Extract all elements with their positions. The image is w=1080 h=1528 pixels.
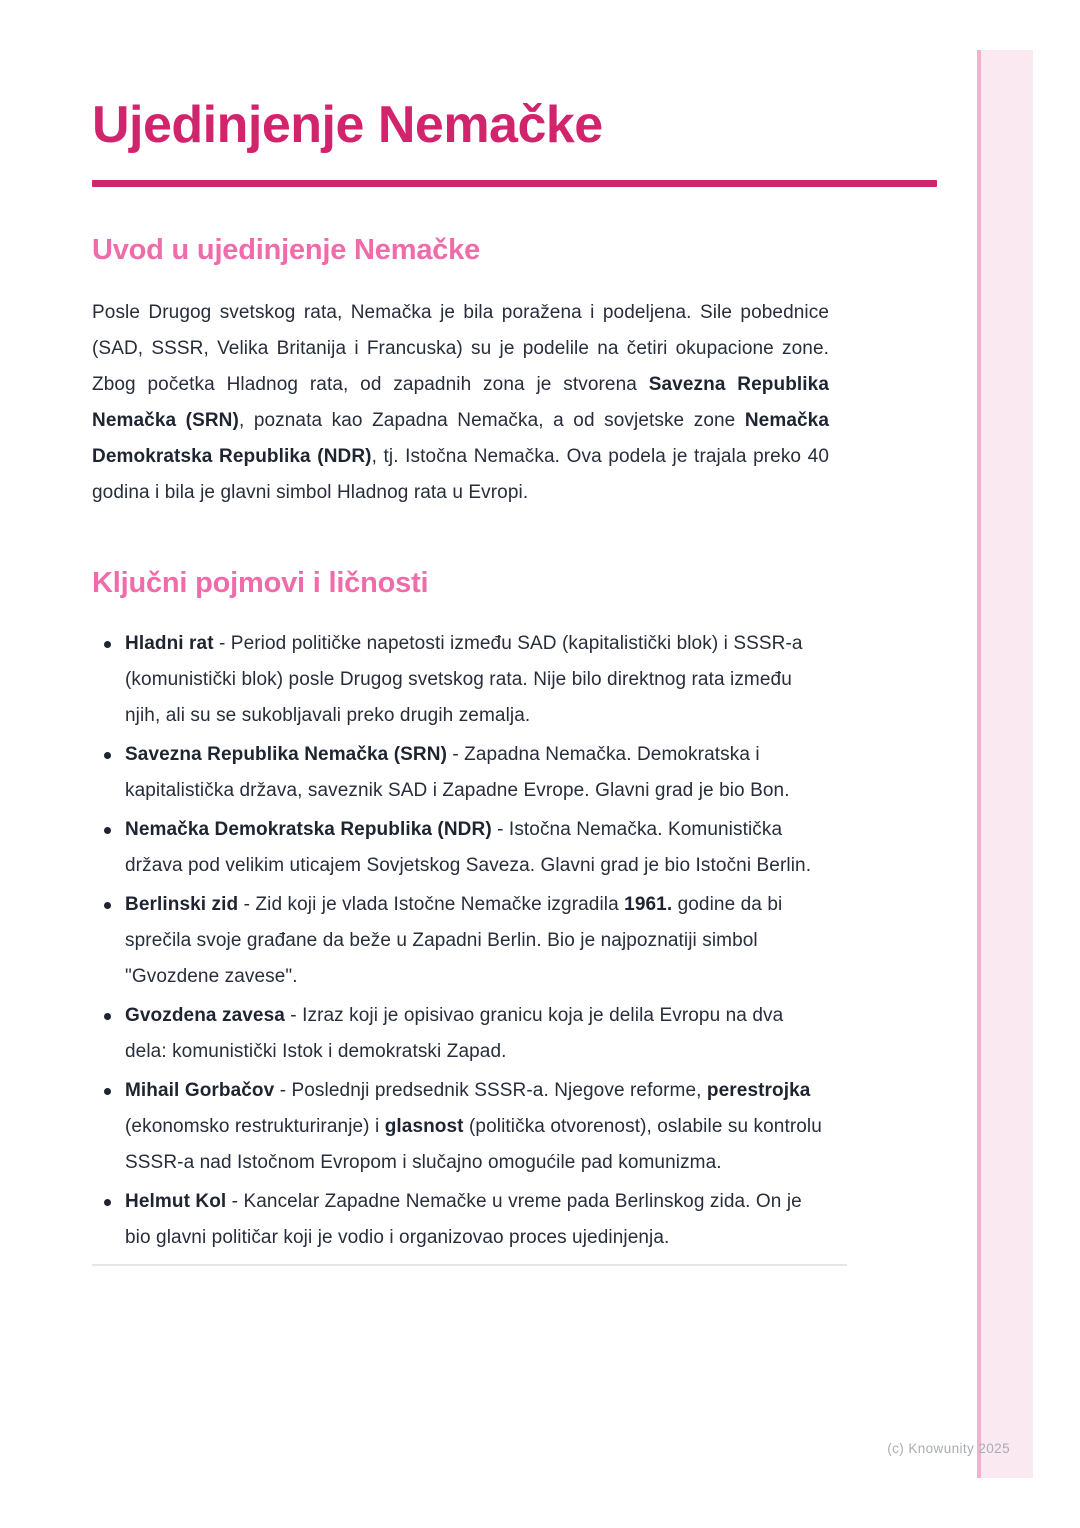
term-item: Nemačka Demokratska Republika (NDR) - Istočna Nemačka. Komunistička država pod velikim uticajem Sovjetskog Saveza. Glavni grad je bio Istočni Berlin. <box>92 812 829 884</box>
section-heading-key-terms: Ključni pojmovi i ličnosti <box>92 566 429 599</box>
title-divider <box>92 180 937 187</box>
document-content <box>92 0 829 1266</box>
bottom-divider <box>92 1264 847 1266</box>
term-item: Hladni rat - Period političke napetosti između SAD (kapitalistički blok) i SSSR-a (komunistički blok) posle Drugog svetskog rata. Nije bilo direktnog rata između njih, ali su se sukobljavali preko drugih zemalja. <box>92 626 829 734</box>
key-terms-list <box>92 626 829 1256</box>
intro-paragraph: Posle Drugog svetskog rata, Nemačka je bila poražena i podeljena. Sile pobednice (SAD, SSSR, Velika Britanija i Francuska) su je podelile na četiri okupacione zone. Zbog početka Hladnog rata, od zapadnih zona je stvorena Savezna Republika Nemačka (SRN), poznata kao Zapadna Nemačka, a od sovjetske zone Nemačka Demokratska Republika (NDR), tj. Istočna Nemačka. Ova podela je trajala preko 40 godina i bila je glavni simbol Hladnog rata u Evropi. <box>92 301 829 503</box>
term-item: Mihail Gorbačov - Poslednji predsednik SSSR-a. Njegove reforme, perestrojka (ekonomsko restrukturiranje) i glasnost (politička otvorenost), oslabile su kontrolu SSSR-a nad Istočnom Evropom i slučajno omogućile pad komunizma. <box>92 1073 829 1181</box>
term-item: Savezna Republika Nemačka (SRN) - Zapadna Nemačka. Demokratska i kapitalistička država, saveznik SAD i Zapadne Evrope. Glavni grad je bio Bon. <box>92 737 829 809</box>
section-intro <box>92 234 829 510</box>
section-key-terms <box>92 567 829 1256</box>
term-item: Gvozdena zavesa - Izraz koji je opisivao granicu koja je delila Evropu na dva dela: komunistički Istok i demokratski Zapad. <box>92 998 829 1070</box>
term-item: Berlinski zid - Zid koji je vlada Istočne Nemačke izgradila 1961. godine da bi sprečila svoje građane da beže u Zapadni Berlin. Bio je najpoznatiji simbol "Gvozdene zavese". <box>92 887 829 995</box>
page-edge-decoration <box>977 50 1033 1478</box>
copyright-note: (c) Knowunity 2025 <box>887 1441 1010 1456</box>
page-title: Ujedinjenje Nemačke <box>92 96 603 154</box>
section-heading-intro: Uvod u ujedinjenje Nemačke <box>92 234 481 267</box>
term-item: Helmut Kol - Kancelar Zapadne Nemačke u vreme pada Berlinskog zida. On je bio glavni političar koji je vodio i organizovao proces ujedinjenja. <box>92 1184 829 1256</box>
